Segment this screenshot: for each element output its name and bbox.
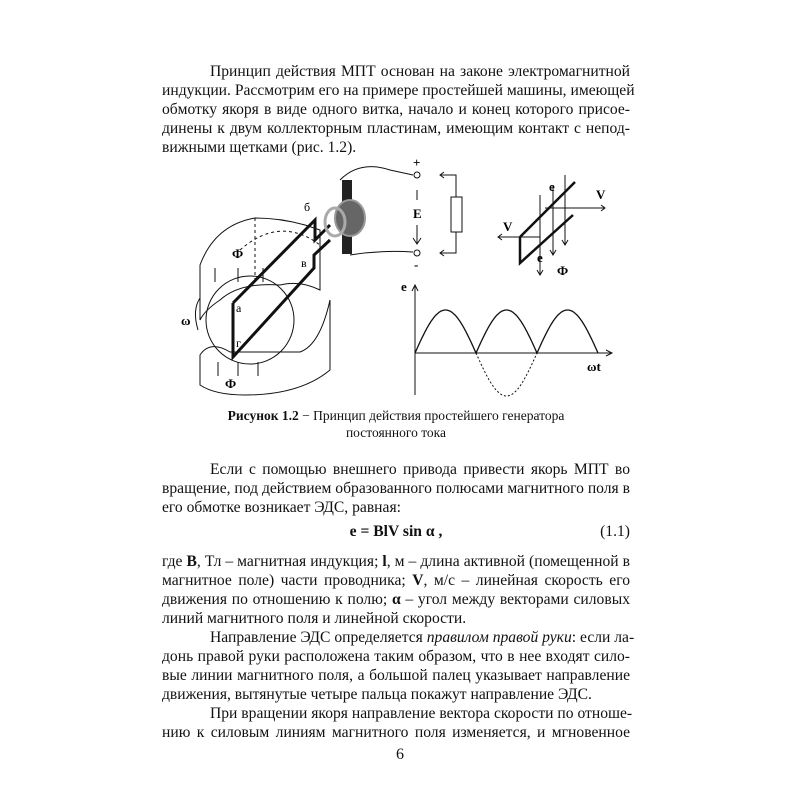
text-line: его обмотке возникает ЭДС, равная: (162, 499, 401, 516)
label-V-right: V (596, 187, 606, 202)
formula-number: (1.1) (600, 523, 630, 540)
label-phi-top: Ф (232, 246, 244, 261)
text-line: обмотку якоря в виде одного витка, начало и конец которого присое- (162, 101, 630, 118)
formula-expression: e = BlV sin α , (349, 523, 443, 540)
symbol-l: l (382, 553, 387, 570)
text-line: индукции. Рассмотрим его на примере простейшей машины, имеющей (162, 82, 635, 99)
text: движения по отношению к полю; (162, 591, 392, 608)
text-line: вые линии магнитного поля, а большой палец указывает направление (162, 667, 630, 684)
text: : если ла- (571, 629, 635, 646)
text: – угол между векторами силовых (400, 591, 630, 608)
text-line: динены к двум коллекторным пластинам, имеющим контакт с непод- (162, 120, 630, 137)
label-omega: ω (181, 313, 191, 328)
graph-x-label: ωt (587, 359, 601, 374)
label-V-left: V (503, 219, 513, 234)
text-line: вращение, под действием образованного полюсами магнитного поля в (162, 480, 630, 497)
caption-text: − Принцип действия простейшего генератора (298, 408, 565, 423)
label-minus: - (414, 257, 419, 272)
paragraph-definitions (162, 552, 635, 742)
text: , м – длина активной (помещенной в (386, 553, 630, 570)
text-line: линий магнитного поля и линейной скорости. (162, 610, 467, 627)
text-line: При вращении якоря направление вектора скорости по отноше- (210, 705, 633, 722)
figure-caption (162, 407, 630, 441)
text-line (162, 571, 630, 590)
label-e-bottom: e (537, 250, 543, 265)
page-number: 6 (396, 746, 404, 763)
text-line: донь правой руки расположена таким образом, что в нее входят сило- (162, 648, 630, 665)
label-e-top: e (549, 179, 555, 194)
symbol-alpha: α (391, 591, 401, 608)
graph-y-label: e (401, 279, 407, 294)
text-line: Принцип действия МПТ основан на законе электромагнитной (210, 63, 630, 80)
label-a: а (236, 301, 242, 315)
caption-label: Рисунок 1.2 (227, 408, 299, 423)
label-phi-bottom: Ф (225, 376, 237, 391)
text-line (162, 552, 630, 571)
text-line: вижными щетками (рис. 1.2). (162, 139, 357, 156)
text-line: Если с помощью внешнего привода привести якорь МПТ во (210, 461, 630, 478)
text: магнитное поле) части проводника; (162, 572, 413, 589)
text-line (162, 590, 630, 609)
caption-text-line2: постоянного тока (345, 425, 447, 440)
emphasis-right-hand-rule: правилом правой руки (426, 629, 572, 646)
text: Направление ЭДС определяется (210, 629, 427, 646)
text-line: движения, вытянутые четыре пальца покажут направление ЭДС. (162, 686, 592, 703)
label-plus: + (413, 155, 421, 170)
symbol-V: V (412, 572, 424, 589)
label-E: E (413, 206, 422, 221)
symbol-B: B (186, 553, 197, 570)
label-g: г (236, 336, 241, 350)
text-line: нию к силовым линиям магнитного поля изменяется, и мгновенное (162, 724, 630, 741)
text: , Тл – магнитная индукция; (196, 553, 383, 570)
paragraph-emf (162, 460, 630, 517)
text-line (162, 628, 635, 647)
label-v: в (301, 256, 307, 270)
text: где (162, 553, 187, 570)
text: , м/с – линейная скорость его (423, 572, 630, 589)
label-b: б (304, 200, 311, 214)
label-phi-right: Ф (557, 263, 569, 278)
